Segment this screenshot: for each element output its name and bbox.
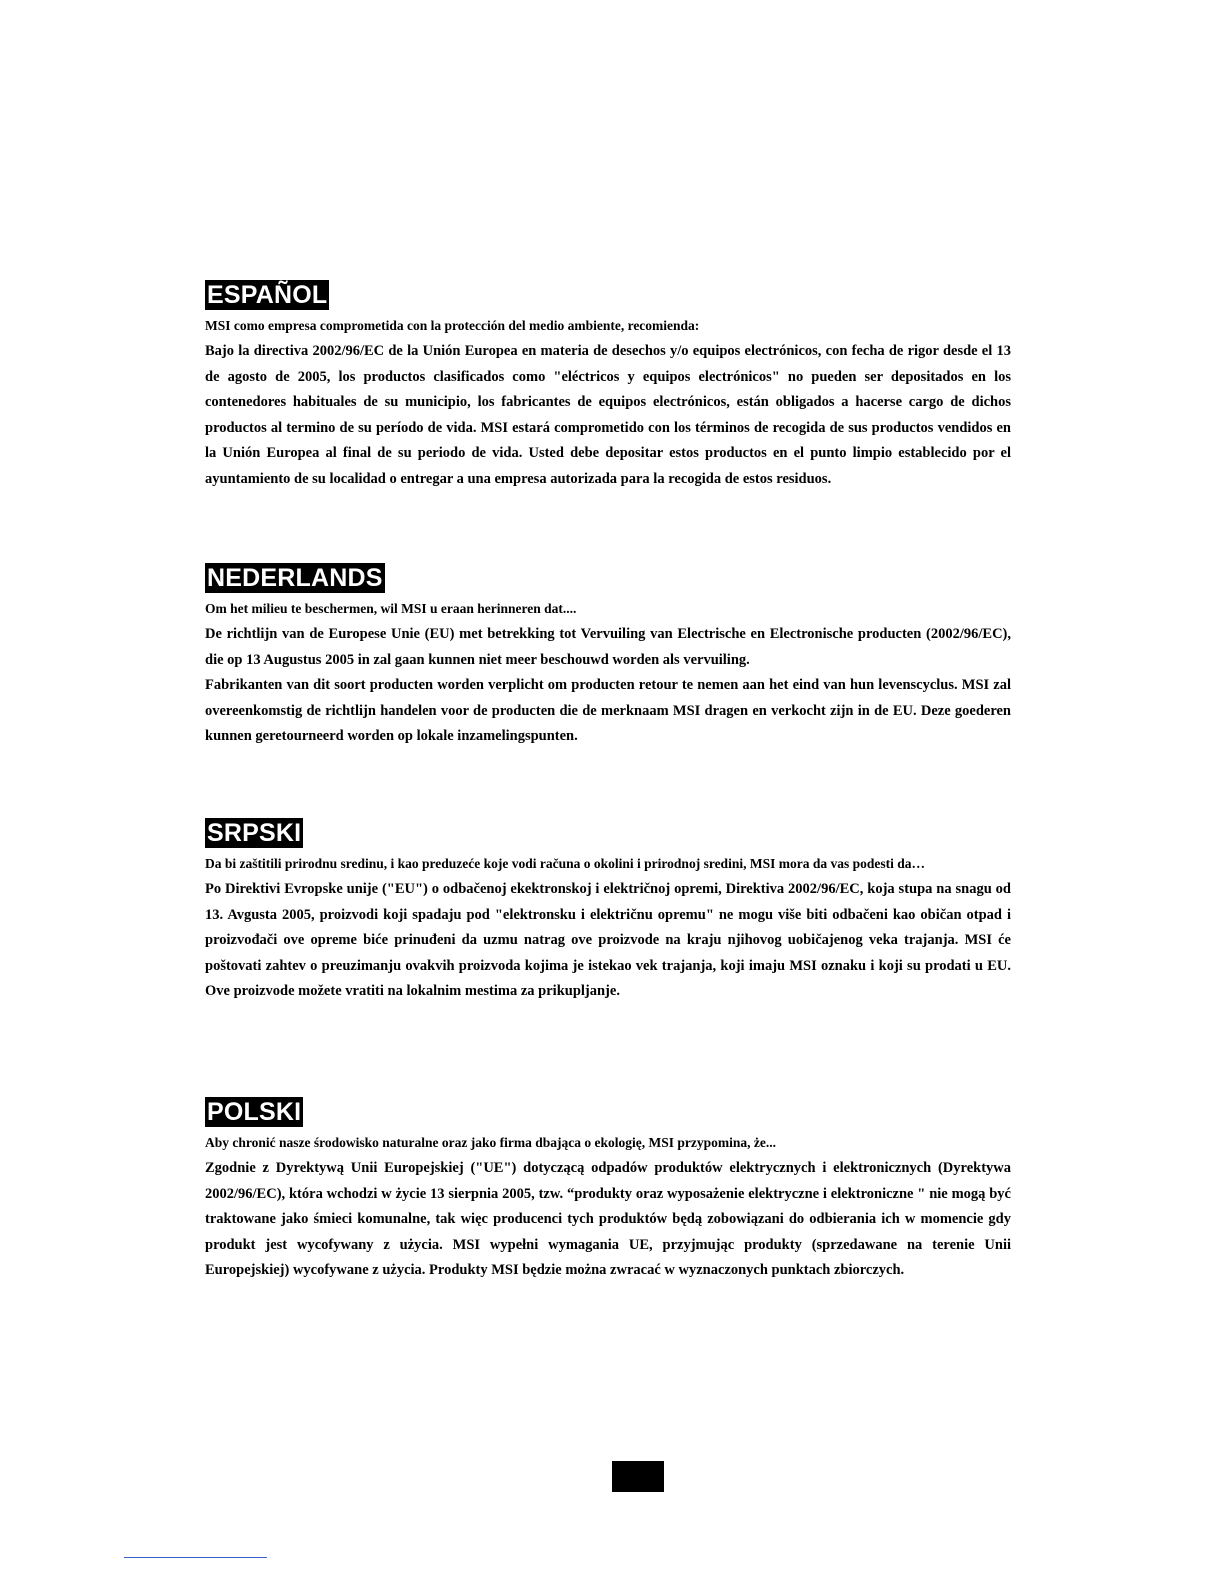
section-espanol [205, 280, 1011, 492]
section-intro: Aby chronić nasze środowisko naturalne oraz jako firma dbająca o ekologię, MSI przypomina, że... [205, 1135, 776, 1150]
section-nederlands [205, 563, 1011, 750]
section-polski [205, 1097, 1011, 1284]
footer-rule [124, 1557, 267, 1558]
section-heading: NEDERLANDS [207, 564, 383, 592]
section-srpski [205, 818, 1011, 1005]
page-number-box [612, 1461, 664, 1492]
section-intro: Om het milieu te beschermen, wil MSI u eraan herinneren dat.... [205, 601, 577, 616]
section-body: Fabrikanten van dit soort producten worden verplicht om producten retour te nemen aan het eind van hun levenscyclus. MSI zal overeenkomstig de richtlijn handelen voor de producten die de merknaam MSI dragen en verkocht zijn in de EU. Deze goederen kunnen geretourneerd worden op lokale inzamelingspunten. [205, 677, 1011, 744]
section-body: Po Direktivi Evropske unije ("EU") o odbačenoj ekektronskoj i električnoj opremi, Direktiva 2002/96/EC, koja stupa na snagu od 13. Avgusta 2005, proizvodi koji spadaju pod "elektronsku i električnu opremu" ne mogu više biti odbačeni kao običan otpad i proizvođači ove opreme biće prinuđeni da uzmu natrag ove proizvode na kraju njihovog uobičajenog veka trajanja. MSI će poštovati zahtev o preuzimanju ovakvih proizvoda kojima je istekao vek trajanja, koji imaju MSI oznaku i koji su prodati u EU. Ove proizvode možete vratiti na lokalnim mestima za prikupljanje. [205, 881, 1011, 999]
section-heading: ESPAÑOL [207, 281, 328, 309]
section-body: De richtlijn van de Europese Unie (EU) met betrekking tot Vervuiling van Electrische en Electronische producten (2002/96/EC), die op 13 Augustus 2005 in zal gaan kunnen niet meer beschouwd worden als vervuiling. [205, 626, 1011, 668]
section-heading: POLSKI [207, 1098, 302, 1126]
section-body: Bajo la directiva 2002/96/EC de la Unión Europea en materia de desechos y/o equipos electrónicos, con fecha de rigor desde el 13 de agosto de 2005, los productos clasificados como "eléctricos y equipos electrónicos" no pueden ser depositados en los contenedores habituales de su municipio, los fabricantes de equipos electrónicos, están obligados a hacerse cargo de dichos productos al termino de su período de vida. MSI estará comprometido con los términos de recogida de sus productos vendidos en la Unión Europea al final de su periodo de vida. Usted debe depositar estos productos en el punto limpio establecido por el ayuntamiento de su localidad o entregar a una empresa autorizada para la recogida de estos residuos. [205, 343, 1011, 487]
section-body: Zgodnie z Dyrektywą Unii Europejskiej ("UE") dotyczącą odpadów produktów elektrycznych i elektronicznych (Dyrektywa 2002/96/EC), która wchodzi w życie 13 sierpnia 2005, tzw. “produkty oraz wyposażenie elektryczne i elektroniczne " nie mogą być traktowane jako śmieci komunalne, tak więc producenci tych produktów będą zobowiązani do odbierania ich w momencie gdy produkt jest wycofywany z użycia. MSI wypełni wymagania UE, przyjmując produkty (sprzedawane na terenie Unii Europejskiej) wycofywane z użycia. Produkty MSI będzie można zwracać w wyznaczonych punktach zbiorczych. [205, 1160, 1011, 1278]
section-intro: MSI como empresa comprometida con la protección del medio ambiente, recomienda: [205, 318, 700, 333]
section-heading: SRPSKI [207, 819, 302, 847]
section-intro: Da bi zaštitili prirodnu sredinu, i kao preduzeće koje vodi računa o okolini i prirodnoj sredini, MSI mora da vas podesti da… [205, 856, 925, 871]
